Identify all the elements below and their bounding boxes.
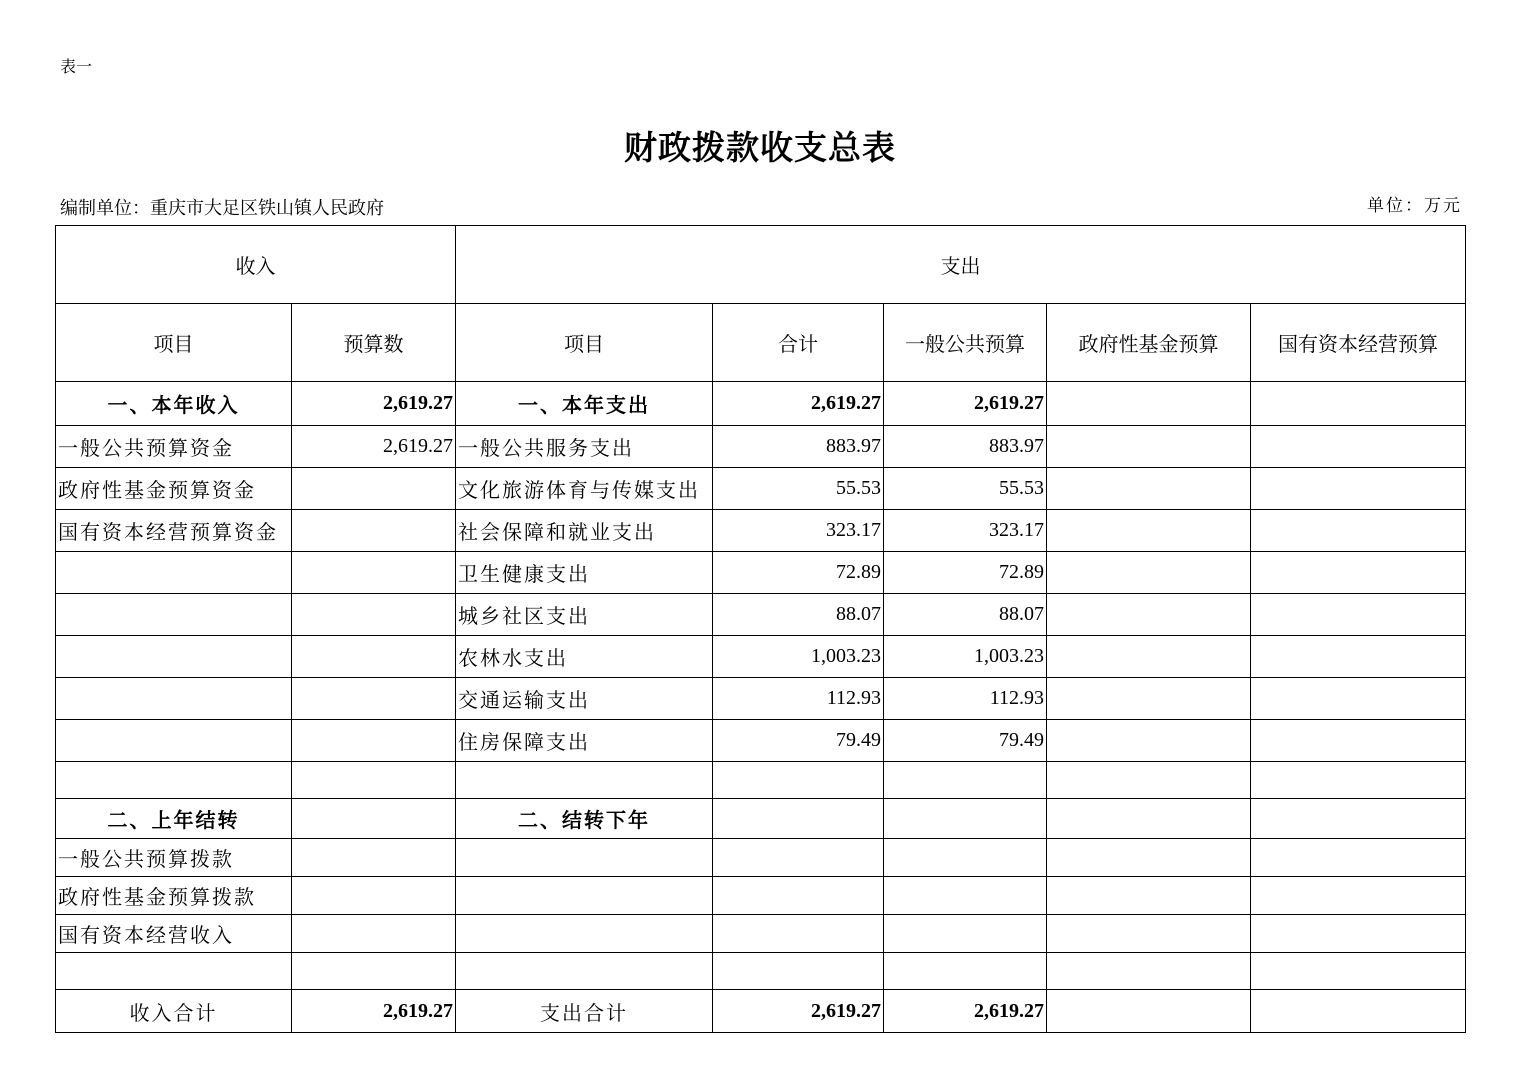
empty-cell bbox=[713, 915, 884, 953]
income-item bbox=[56, 720, 292, 762]
currency-unit: 单位：万元 bbox=[1367, 196, 1462, 216]
empty-cell bbox=[1047, 915, 1251, 953]
expense-general: 55.53 bbox=[884, 468, 1047, 510]
expense-item-header: 项目 bbox=[456, 304, 713, 382]
carryover-income-item: 政府性基金预算拨款 bbox=[56, 877, 292, 915]
empty-cell bbox=[292, 799, 456, 839]
expense-total: 72.89 bbox=[713, 552, 884, 594]
expense-state-capital bbox=[1251, 636, 1466, 678]
empty-cell bbox=[1251, 839, 1466, 877]
expense-item: 农林水支出 bbox=[456, 636, 713, 678]
expense-state-capital bbox=[1251, 552, 1466, 594]
expense-total: 112.93 bbox=[713, 678, 884, 720]
empty-cell bbox=[1047, 839, 1251, 877]
section1-expense-label: 一、本年支出 bbox=[456, 382, 713, 426]
empty-cell bbox=[884, 762, 1047, 799]
empty-cell bbox=[456, 877, 713, 915]
header-row-2 bbox=[56, 304, 1466, 382]
table-row bbox=[56, 678, 1466, 720]
expense-gov-fund bbox=[1047, 636, 1251, 678]
expense-general: 883.97 bbox=[884, 426, 1047, 468]
expense-total: 79.49 bbox=[713, 720, 884, 762]
empty-cell bbox=[713, 762, 884, 799]
expense-gov-fund bbox=[1047, 468, 1251, 510]
empty-cell bbox=[456, 915, 713, 953]
empty-cell bbox=[713, 877, 884, 915]
compiling-unit: 编制单位：重庆市大足区铁山镇人民政府 bbox=[60, 198, 384, 219]
income-item bbox=[56, 678, 292, 720]
income-item: 一般公共预算资金 bbox=[56, 426, 292, 468]
expense-state-capital bbox=[1251, 594, 1466, 636]
expense-total: 1,003.23 bbox=[713, 636, 884, 678]
empty-cell bbox=[884, 839, 1047, 877]
income-value bbox=[292, 594, 456, 636]
income-value bbox=[292, 468, 456, 510]
income-total-value: 2,619.27 bbox=[292, 990, 456, 1033]
expense-total: 88.07 bbox=[713, 594, 884, 636]
income-budget-header: 预算数 bbox=[292, 304, 456, 382]
empty-cell bbox=[1251, 953, 1466, 990]
empty-cell bbox=[1251, 799, 1466, 839]
expense-item: 住房保障支出 bbox=[456, 720, 713, 762]
income-value bbox=[292, 552, 456, 594]
table-label: 表一 bbox=[60, 57, 93, 76]
empty-cell bbox=[1251, 762, 1466, 799]
section1-expense-state-capital bbox=[1251, 382, 1466, 426]
empty-cell bbox=[56, 762, 292, 799]
expense-item: 一般公共服务支出 bbox=[456, 426, 713, 468]
income-item bbox=[56, 594, 292, 636]
empty-cell bbox=[1047, 990, 1251, 1033]
table-row bbox=[56, 636, 1466, 678]
expense-total-label: 支出合计 bbox=[456, 990, 713, 1033]
income-value: 2,619.27 bbox=[292, 426, 456, 468]
section2-expense-label: 二、结转下年 bbox=[456, 799, 713, 839]
table-row bbox=[56, 468, 1466, 510]
carryover-income-item: 一般公共预算拨款 bbox=[56, 839, 292, 877]
income-value bbox=[292, 720, 456, 762]
empty-cell bbox=[884, 799, 1047, 839]
table-row bbox=[56, 877, 1466, 915]
page-title: 财政拨款收支总表 bbox=[624, 128, 896, 167]
section2-row bbox=[56, 799, 1466, 839]
expense-state-capital bbox=[1251, 510, 1466, 552]
expense-total: 883.97 bbox=[713, 426, 884, 468]
income-header: 收入 bbox=[56, 226, 456, 304]
empty-cell bbox=[456, 839, 713, 877]
empty-cell bbox=[456, 762, 713, 799]
expense-item: 社会保障和就业支出 bbox=[456, 510, 713, 552]
expense-general: 88.07 bbox=[884, 594, 1047, 636]
expense-total: 55.53 bbox=[713, 468, 884, 510]
expense-gov-fund bbox=[1047, 678, 1251, 720]
expense-general: 323.17 bbox=[884, 510, 1047, 552]
empty-cell bbox=[884, 953, 1047, 990]
section1-expense-general: 2,619.27 bbox=[884, 382, 1047, 426]
expense-state-capital bbox=[1251, 426, 1466, 468]
state-capital-header: 国有资本经营预算 bbox=[1251, 304, 1466, 382]
total-header: 合计 bbox=[713, 304, 884, 382]
income-value bbox=[292, 510, 456, 552]
budget-table bbox=[55, 225, 1466, 1033]
income-value bbox=[292, 636, 456, 678]
expense-state-capital bbox=[1251, 678, 1466, 720]
section1-expense-gov-fund bbox=[1047, 382, 1251, 426]
section1-row bbox=[56, 382, 1466, 426]
table-row bbox=[56, 594, 1466, 636]
table-row bbox=[56, 426, 1466, 468]
empty-cell bbox=[292, 839, 456, 877]
income-item bbox=[56, 636, 292, 678]
empty-cell bbox=[884, 915, 1047, 953]
table-row bbox=[56, 915, 1466, 953]
expense-gov-fund bbox=[1047, 426, 1251, 468]
expense-gov-fund bbox=[1047, 510, 1251, 552]
expense-item: 卫生健康支出 bbox=[456, 552, 713, 594]
empty-cell bbox=[292, 953, 456, 990]
expense-state-capital bbox=[1251, 468, 1466, 510]
carryover-income-item: 国有资本经营收入 bbox=[56, 915, 292, 953]
empty-cell bbox=[292, 762, 456, 799]
income-item-header: 项目 bbox=[56, 304, 292, 382]
expense-gov-fund bbox=[1047, 594, 1251, 636]
header-row-1 bbox=[56, 226, 1466, 304]
section1-income-label: 一、本年收入 bbox=[56, 382, 292, 426]
empty-cell bbox=[713, 799, 884, 839]
empty-cell bbox=[1251, 990, 1466, 1033]
expense-general: 72.89 bbox=[884, 552, 1047, 594]
gov-fund-header: 政府性基金预算 bbox=[1047, 304, 1251, 382]
expense-header: 支出 bbox=[456, 226, 1466, 304]
expense-gov-fund bbox=[1047, 552, 1251, 594]
table-row bbox=[56, 510, 1466, 552]
table-row bbox=[56, 552, 1466, 594]
blank-row bbox=[56, 762, 1466, 799]
empty-cell bbox=[1047, 799, 1251, 839]
expense-general: 112.93 bbox=[884, 678, 1047, 720]
expense-general-total: 2,619.27 bbox=[884, 990, 1047, 1033]
empty-cell bbox=[56, 953, 292, 990]
expense-item: 城乡社区支出 bbox=[456, 594, 713, 636]
blank-row bbox=[56, 953, 1466, 990]
section1-expense-total: 2,619.27 bbox=[713, 382, 884, 426]
empty-cell bbox=[456, 953, 713, 990]
expense-grand-total: 2,619.27 bbox=[713, 990, 884, 1033]
expense-total: 323.17 bbox=[713, 510, 884, 552]
empty-cell bbox=[1251, 915, 1466, 953]
income-total-label: 收入合计 bbox=[56, 990, 292, 1033]
expense-general: 79.49 bbox=[884, 720, 1047, 762]
table-row bbox=[56, 720, 1466, 762]
empty-cell bbox=[1047, 762, 1251, 799]
section1-income-value: 2,619.27 bbox=[292, 382, 456, 426]
expense-gov-fund bbox=[1047, 720, 1251, 762]
empty-cell bbox=[292, 915, 456, 953]
table-row bbox=[56, 839, 1466, 877]
income-item: 国有资本经营预算资金 bbox=[56, 510, 292, 552]
expense-state-capital bbox=[1251, 720, 1466, 762]
empty-cell bbox=[713, 953, 884, 990]
section2-income-label: 二、上年结转 bbox=[56, 799, 292, 839]
income-item: 政府性基金预算资金 bbox=[56, 468, 292, 510]
empty-cell bbox=[1251, 877, 1466, 915]
totals-row bbox=[56, 990, 1466, 1033]
general-budget-header: 一般公共预算 bbox=[884, 304, 1047, 382]
empty-cell bbox=[292, 877, 456, 915]
empty-cell bbox=[884, 877, 1047, 915]
income-item bbox=[56, 552, 292, 594]
income-value bbox=[292, 678, 456, 720]
expense-general: 1,003.23 bbox=[884, 636, 1047, 678]
empty-cell bbox=[1047, 877, 1251, 915]
empty-cell bbox=[713, 839, 884, 877]
empty-cell bbox=[1047, 953, 1251, 990]
expense-item: 交通运输支出 bbox=[456, 678, 713, 720]
expense-item: 文化旅游体育与传媒支出 bbox=[456, 468, 713, 510]
